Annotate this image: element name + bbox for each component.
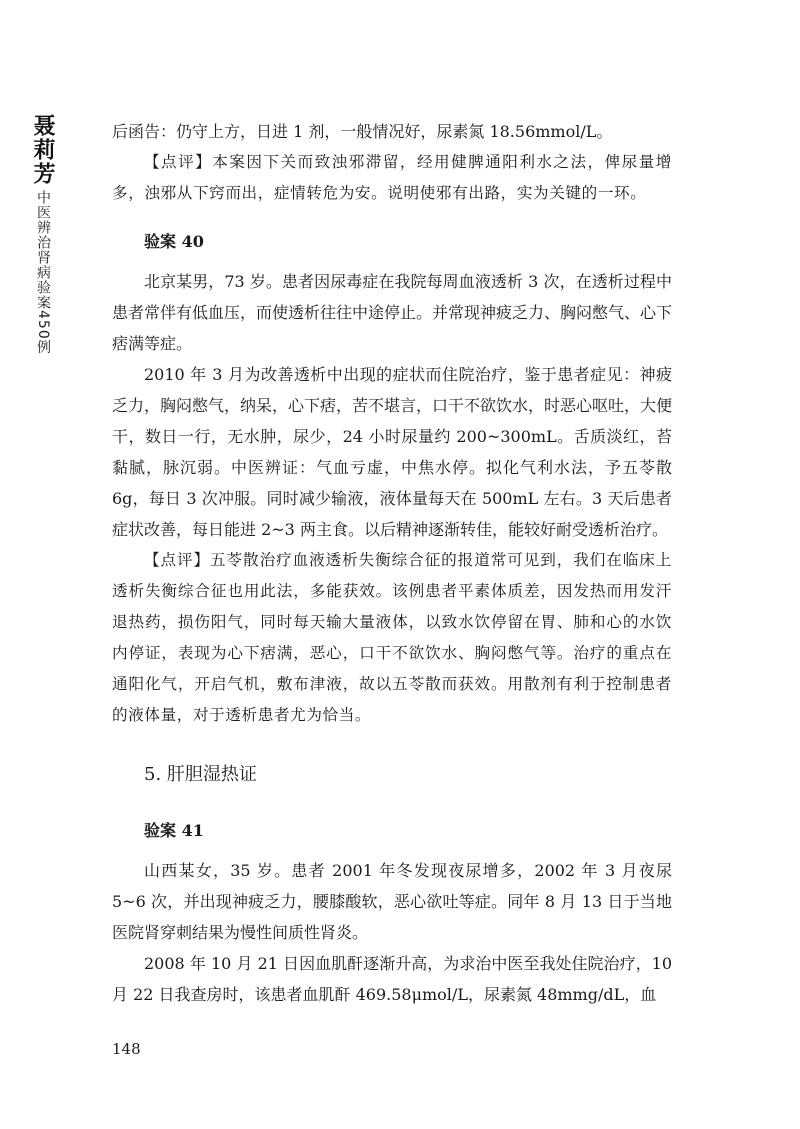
paragraph-continuation: 后函告：仍守上方，日进 1 剂，一般情况好，尿素氮 18.56mmol/L。 [112,122,613,141]
running-title-author: 聂莉芳 [30,114,56,186]
commentary-paragraph: 【点评】本案因下关而致浊邪滞留，经用健脾通阳利水之法，俾尿量增多，浊邪从下窍而出，症情转危为安。说明使邪有出路，实为关键的一环。 [112,153,672,202]
case-40-paragraph-2: 2010 年 3 月为改善透析中出现的症状而住院治疗，鉴于患者症见：神疲乏力，胸闷憋气，纳呆，心下痞，苦不堪言，口干不欲饮水，时恶心呕吐，大便干，数日一行，无水肿，尿少，24 小时尿量约 200~300mL。舌质淡红，苔黏腻，脉沉弱。中医辨证：气血亏虚，中焦水停。拟化气利水法，予五苓散 6g，每日 3 次冲服。同时减少输液，液体量每天在 500mL 左右。3 天后患者症状改善，每日能进 2~3 两主食。以后精神逐渐转佳，能较好耐受透析治疗。 [112,365,673,539]
case-40-commentary: 【点评】五苓散治疗血液透析失衡综合征的报道常可见到，我们在临床上透析失衡综合征也用此法，多能获效。该例患者平素体质差，因发热而用发汗退热药，损伤阳气，同时每天输大量液体，以致水饮停留在胃、肺和心的水饮内停证，表现为心下痞满，恶心，口干不欲饮水、胸闷憋气等。治疗的重点在通阳化气，开启气机，敷布津液，故以五苓散而获效。用散剂有利于控制患者的液体量，对于透析患者尤为恰当。 [112,551,672,724]
case-41-paragraph-2: 2008 年 10 月 21 日因血肌酐逐渐升高，为求治中医至我处住院治疗，10 月 22 日我查房时，该患者血肌酐 469.58μmol/L，尿素氮 48mmg/dL，血 [112,954,672,1004]
page-body [112,116,672,1010]
running-title [32,114,72,355]
section-5-heading: 5. 肝胆湿热证 [144,764,257,785]
case-40-paragraph-1: 北京某男，73 岁。患者因尿毒症在我院每周血液透析 3 次，在透析过程中患者常伴有低血压，而使透析往往中途停止。并常现神疲乏力、胸闷憋气、心下痞满等症。 [112,272,673,353]
case-41-paragraph-1: 山西某女，35 岁。患者 2001 年冬发现夜尿增多，2002 年 3 月夜尿 5~6 次，并出现神疲乏力，腰膝酸软，恶心欲吐等症。同年 8 月 13 日于当地医院肾穿刺结果为慢性间质性肾炎。 [112,861,672,942]
case-40-heading: 验案 40 [144,232,204,251]
running-title-book: 中医辨治肾病验案450例 [35,190,51,355]
case-41-heading: 验案 41 [144,821,204,840]
page-number: 148 [112,1040,141,1058]
